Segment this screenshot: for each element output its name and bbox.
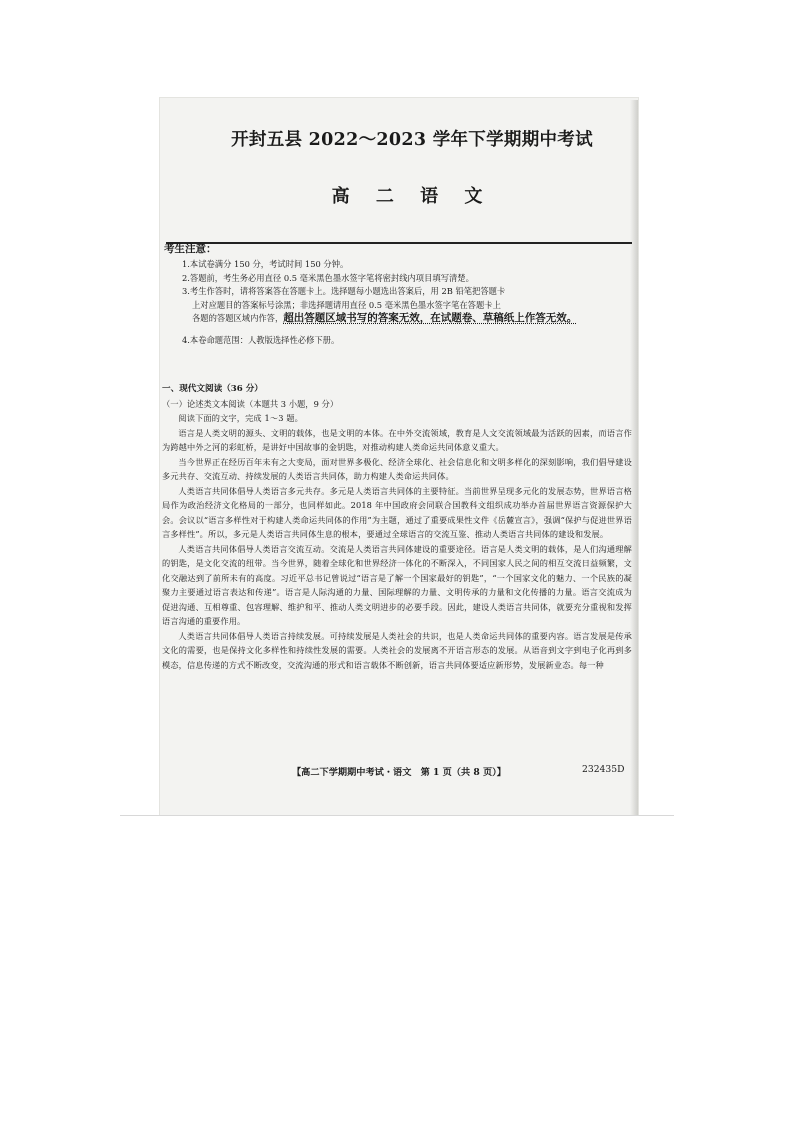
notice-item-4: 4.本卷命题范围：人教版选择性必修下册。	[182, 334, 340, 345]
notice-item-1: 1.本试卷满分 150 分，考试时间 150 分钟。	[182, 259, 349, 269]
page-footer: 【高二下学期期中考试・语文 第 1 页（共 8 页）】	[292, 767, 506, 778]
subject-title: 高 二 语 文	[331, 186, 493, 207]
section-heading: 一、现代文阅读（36 分）	[162, 384, 263, 394]
notice-list	[182, 258, 622, 348]
notice-item-3-line-3	[182, 312, 622, 326]
passage-paragraph: 人类语言共同体倡导人类语言多元共存。多元是人类语言共同体的主要特征。当前世界呈现多元化的发展态势，世界语言格局作为政治经济文化格局的一部分，也同样如此。2018 年中国政府会同联合国教科文组织成功举办首届世界语言资源保护大会。会议以“语言多样性对于构建人类命运共同体的作用”为主题，通过了重要成果性文件《岳麓宣言》，强调“保护与促进世界语言多样性”。所以，多元是人类语言共同体生息的根本，要通过全球语言的交流互鉴、推动人类语言共同体的建设和发展。	[162, 485, 632, 539]
passage-paragraph: 语言是人类文明的源头、文明的载体，也是文明的本体。在中外交流领域，教育是人文交流领域最为活跃的因素，而语言作为跨越中外之河的彩虹桥，是讲好中国故事的金钥匙，对推动构建人类命运共同体意义重大。	[162, 427, 632, 452]
header-divider	[166, 242, 632, 244]
notice-item-3-text: 各题的答题区域内作答，	[192, 313, 284, 324]
notice-title: 考生注意：	[164, 243, 217, 255]
passage-paragraph: 人类语言共同体倡导人类语言持续发展。可持续发展是人类社会的共识，也是人类命运共同体的重要内容。语言发展是传承文化的需要，也是保持文化多样性和持续性发展的需要。人类社会的发展离不开语言形态的发展。从语音到文字到电子化再到多模态，信息传递的方式不断改变，交流沟通的形式和语言载体不断创新，语言共同体要适应新形势，发展新业态。每一种	[162, 630, 632, 670]
passage-paragraph: 当今世界正在经历百年未有之大变局，面对世界多极化、经济全球化、社会信息化和文明多样化的深刻影响，我们倡导建设多元共存、交流互动、持续发展的人类语言共同体，助力构建人类命运共同体。	[162, 456, 632, 481]
notice-item-2: 2.答题前，考生务必用直径 0.5 毫米黑色墨水签字笔将密封线内项目填写清楚。	[182, 272, 474, 283]
passage-paragraph: 人类语言共同体倡导人类语言交流互动。交流是人类语言共同体建设的重要途径。语言是人类文明的载体，是人们沟通理解的钥匙，是文化交流的纽带。当今世界，随着全球化和世界经济一体化的不断深入，不同国家人民之间的相互交流日益频繁，文化交融达到了前所未有的高度。习近平总书记曾说过“语言是了解一个国家最好的钥匙”，“一个国家文化的魅力、一个民族的凝聚力主要通过语言表达和传递”。语言是人际沟通的力量、国际理解的力量、文明传承的力量和文化传播的力量。语言交流成为促进沟通、互相尊重、包容理解、维护和平、推动人类文明进步的必要手段。因此，建设人类语言共同体，就要充分重视和发挥语言沟通的重要作用。	[162, 543, 632, 626]
notice-item-3: 3.考生作答时，请将答案答在答题卡上。选择题每小题选出答案后，用 2B 铅笔把答题卡	[182, 286, 506, 297]
notice-item-3-line-2: 上对应题目的答案标号涂黑；非选择题请用直径 0.5 毫米黑色墨水签字笔在答题卡上	[192, 299, 501, 310]
section-subheading: （一）论述类文本阅读（本题共 3 小题，9 分）	[162, 398, 339, 409]
reading-instruction: 阅读下面的文字，完成 1～3 题。	[178, 413, 304, 423]
notice-emphasis: 超出答题区域书写的答案无效，在试题卷、草稿纸上作答无效。	[283, 312, 578, 325]
exam-title: 开封五县 2022～2023 学年下学期期中考试	[231, 130, 593, 150]
reading-section	[162, 382, 632, 672]
page-bottom-edge	[120, 815, 674, 816]
exam-code: 232435D	[582, 764, 625, 775]
